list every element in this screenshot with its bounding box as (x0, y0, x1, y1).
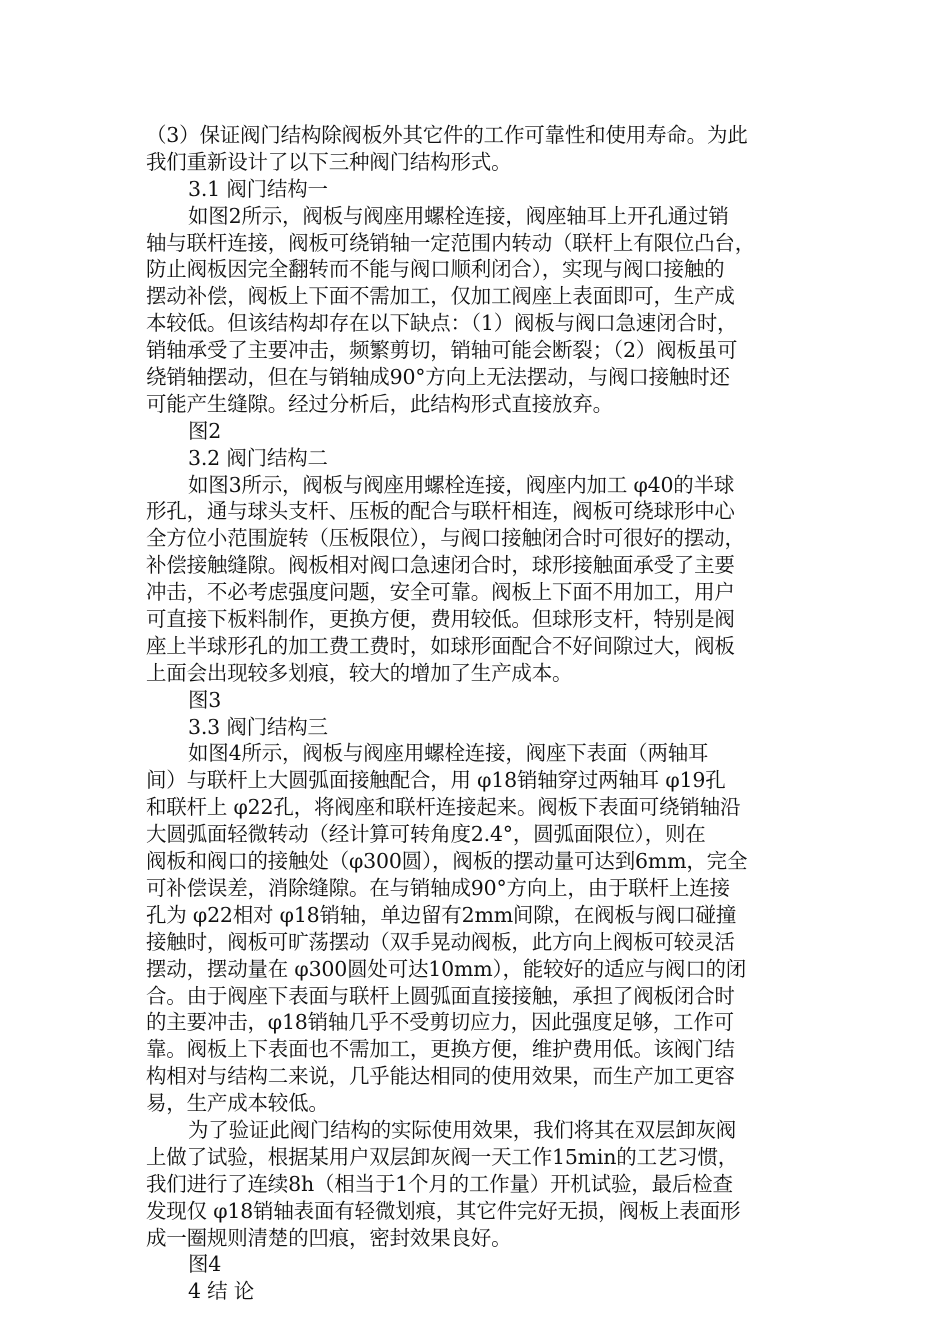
text-line: 我们重新设计了以下三种阀门结构形式。 (146, 149, 512, 174)
text-line: 摆动补偿，阀板上下面不需加工，仅加工阀座上表面即可，生产成 (146, 284, 735, 309)
text-line: 为了验证此阀门结构的实际使用效果，我们将其在双层卸灰阀 (188, 1117, 737, 1142)
text-line: 3.1 阀门结构一 (188, 176, 328, 201)
text-line: 构相对与结构二来说，几乎能达相同的使用效果，而生产加工更容 (146, 1064, 735, 1089)
text-line: 靠。阀板上下表面也不需加工，更换方便，维护费用低。该阀门结 (146, 1037, 735, 1062)
text-line: 可补偿误差，消除缝隙。在与销轴成90°方向上，由于联杆上连接 (146, 875, 730, 900)
text-line: 如图2所示，阀板与阀座用螺栓连接，阀座轴耳上开孔通过销 (188, 203, 729, 228)
text-line: 全方位小范围旋转（压板限位），与阀口接触闭合时可很好的摆动， (146, 526, 745, 551)
text-line: 轴与联杆连接，阀板可绕销轴一定范围内转动（联杆上有限位凸台， (146, 230, 755, 255)
text-line: 成一圈规则清楚的凹痕，密封效果良好。 (146, 1225, 512, 1250)
text-line: 图2 (188, 418, 222, 443)
text-line: 我们进行了连续8h（相当于1个月的工作量）开机试验，最后检查 (146, 1171, 733, 1196)
text-line: 3.2 阀门结构二 (188, 445, 328, 470)
text-line: 绕销轴摆动，但在与销轴成90°方向上无法摆动，与阀口接触时还 (146, 365, 730, 390)
text-line: 座上半球形孔的加工费工费时，如球形面配合不好间隙过大，阀板 (146, 633, 735, 658)
text-line: 间）与联杆上大圆弧面接触配合，用 φ18销轴穿过两轴耳 φ19孔 (146, 768, 726, 793)
text-line: 补偿接触缝隙。阀板相对阀口急速闭合时，球形接触面承受了主要 (146, 553, 735, 578)
text-line: 销轴承受了主要冲击，频繁剪切，销轴可能会断裂；（2）阀板虽可 (146, 338, 738, 363)
text-line: 摆动，摆动量在 φ300圆处可达10mm），能较好的适应与阀口的闭 (146, 956, 747, 981)
text-line: 可直接下板料制作，更换方便，费用较低。但球形支杆，特别是阀 (146, 607, 735, 632)
text-line: 冲击，不必考虑强度问题，安全可靠。阀板上下面不用加工，用户 (146, 580, 735, 605)
text-line: 大圆弧面轻微转动（经计算可转角度2.4°，圆弧面限位），则在 (146, 822, 706, 847)
text-line: 接触时，阀板可旷荡摆动（双手晃动阀板，此方向上阀板可较灵活 (146, 929, 735, 954)
text-line: 3.3 阀门结构三 (188, 714, 328, 739)
text-line: 如图3所示，阀板与阀座用螺栓连接，阀座内加工 φ40的半球 (188, 472, 735, 497)
text-line: 孔为 φ22相对 φ18销轴，单边留有2mm间隙，在阀板与阀口碰撞 (146, 902, 737, 927)
text-line: 易，生产成本较低。 (146, 1091, 329, 1116)
text-line: 上面会出现较多划痕，较大的增加了生产成本。 (146, 660, 573, 685)
text-line: 和联杆上 φ22孔，将阀座和联杆连接起来。阀板下表面可绕销轴沿 (146, 795, 741, 820)
text-line: 可能产生缝隙。经过分析后，此结构形式直接放弃。 (146, 391, 613, 416)
document-page (146, 122, 806, 1305)
text-line: 形孔，通与球头支杆、压板的配合与联杆相连，阀板可绕球形中心 (146, 499, 735, 524)
text-line: 的主要冲击，φ18销轴几乎不受剪切应力，因此强度足够，工作可 (146, 1010, 734, 1035)
text-line: 阀板和阀口的接触处（φ300圆），阀板的摆动量可达到6mm，完全 (146, 849, 748, 874)
text-line: 如图4所示，阀板与阀座用螺栓连接，阀座下表面（两轴耳 (188, 741, 709, 766)
text-line: 图3 (188, 687, 222, 712)
text-line: （3）保证阀门结构除阀板外其它件的工作可靠性和使用寿命。为此 (146, 123, 748, 147)
text-line: 防止阀板因完全翻转而不能与阀口顺利闭合），实现与阀口接触的 (146, 257, 725, 282)
text-line: 发现仅 φ18销轴表面有轻微划痕，其它件完好无损，阀板上表面形 (146, 1198, 741, 1223)
text-line: 本较低。但该结构却存在以下缺点：（1）阀板与阀口急速闭合时， (146, 311, 738, 336)
text-line: 合。由于阀座下表面与联杆上圆弧面直接接触，承担了阀板闭合时 (146, 983, 735, 1008)
text-line: 图4 (188, 1252, 222, 1277)
text-line: 上做了试验，根据某用户双层卸灰阀一天工作15min的工艺习惯， (146, 1144, 739, 1169)
text-line: 4 结 论 (188, 1279, 255, 1304)
